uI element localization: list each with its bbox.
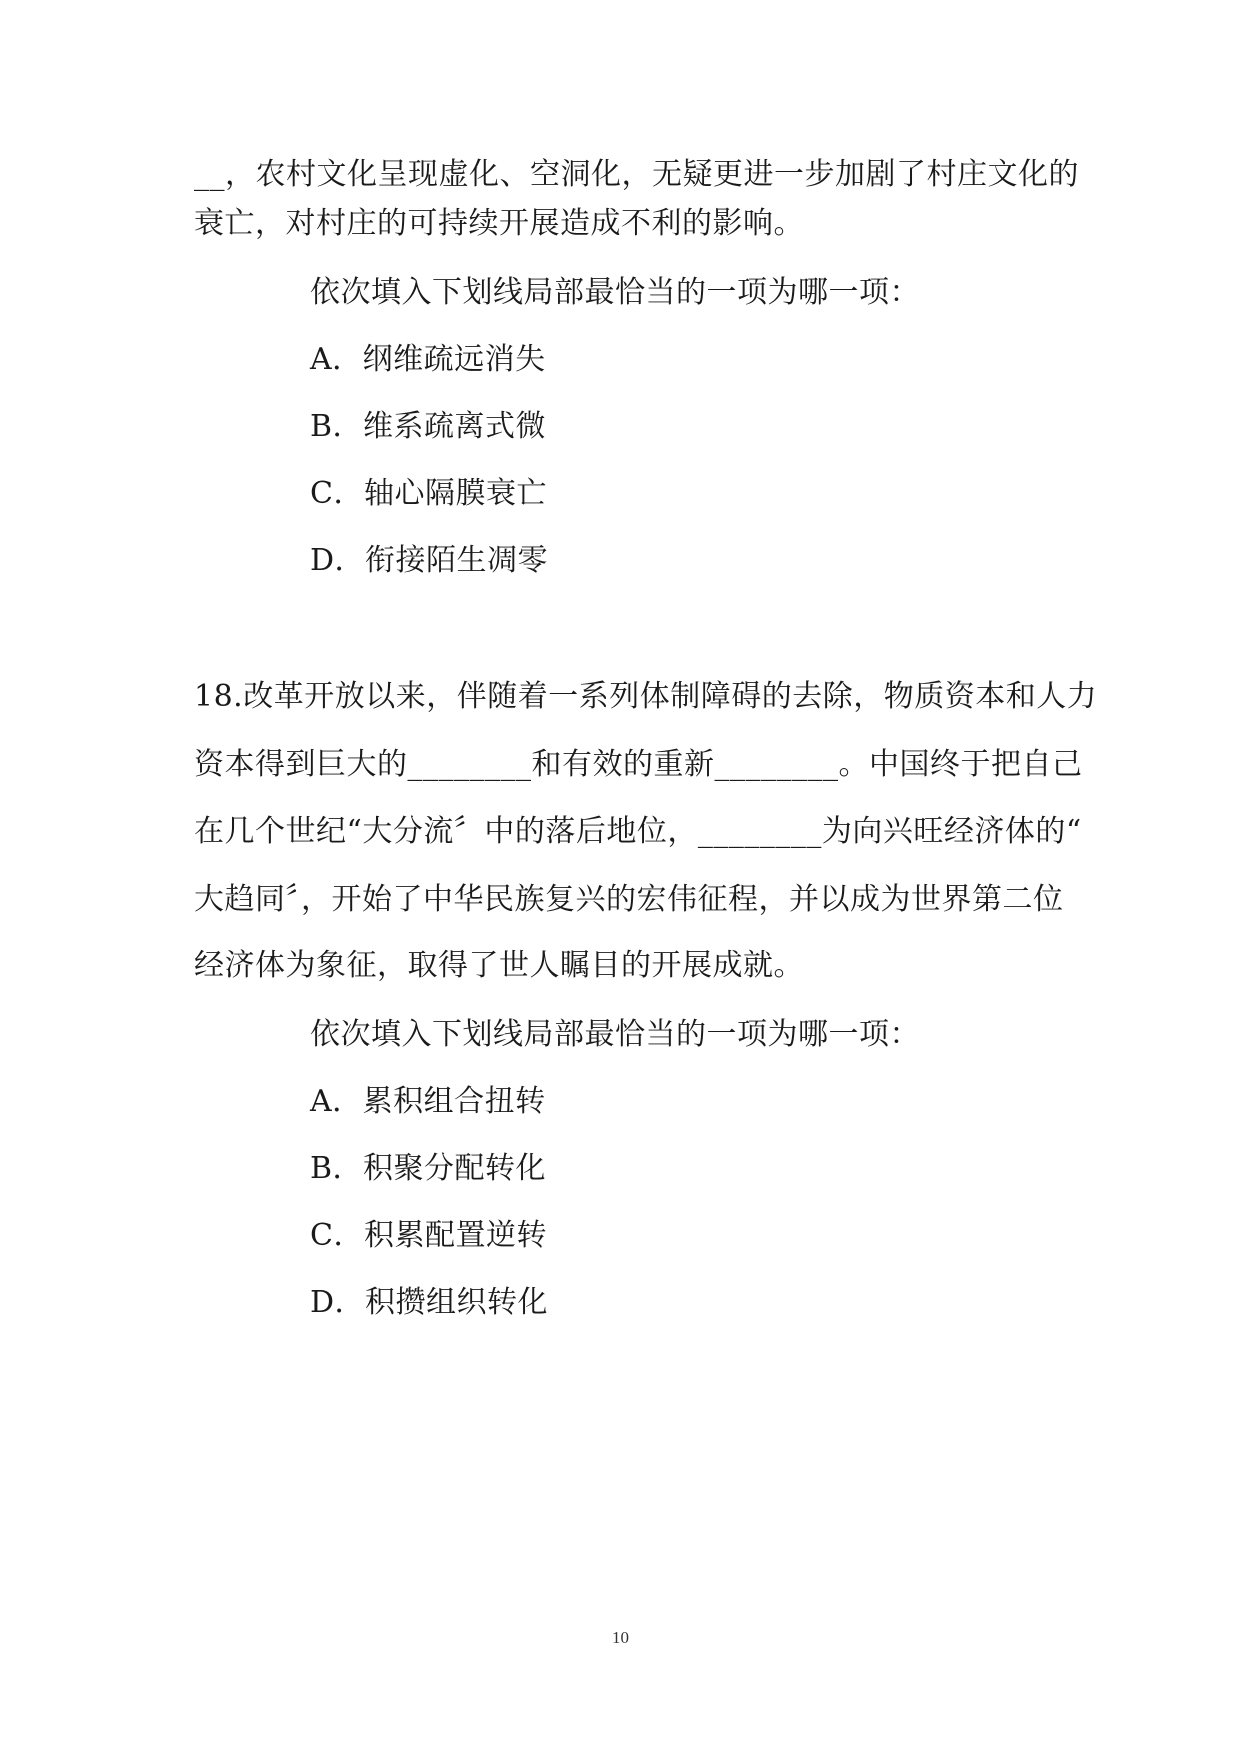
option-b: B．积聚分配转化 bbox=[310, 1151, 547, 1186]
option-a: A．纲维疏远消失 bbox=[310, 342, 546, 377]
question-prompt: 依次填入下划线局部最恰当的一项为哪一项： bbox=[310, 1017, 920, 1052]
paragraph-line: 经济体为象征，取得了世人瞩目的开展成就。 bbox=[194, 948, 804, 983]
option-c: C．积累配置逆转 bbox=[310, 1218, 547, 1253]
option-a: A．累积组合扭转 bbox=[310, 1084, 546, 1119]
paragraph-line: 在几个世纪“大分流〞中的落后地位，________为向兴旺经济体的“ bbox=[194, 814, 1082, 849]
paragraph-line: 大趋同〞，开始了中华民族复兴的宏伟征程，并以成为世界第二位 bbox=[194, 882, 1064, 917]
paragraph-line: 资本得到巨大的________和有效的重新________。中国终于把自己 bbox=[194, 747, 1083, 782]
option-d: D．积攒组织转化 bbox=[310, 1285, 549, 1320]
option-b: B．维系疏离式微 bbox=[310, 409, 547, 444]
option-c: C．轴心隔膜衰亡 bbox=[310, 476, 547, 511]
paragraph-line: __，农村文化呈现虚化、空洞化，无疑更进一步加剧了村庄文化的 bbox=[194, 157, 1079, 192]
question-prompt: 依次填入下划线局部最恰当的一项为哪一项： bbox=[310, 275, 920, 310]
paragraph-line: 18.改革开放以来，伴随着一系列体制障碍的去除，物质资本和人力 bbox=[194, 679, 1098, 714]
page-number: 10 bbox=[612, 1628, 629, 1647]
option-d: D．衔接陌生凋零 bbox=[310, 543, 549, 578]
paragraph-line: 衰亡，对村庄的可持续开展造成不利的影响。 bbox=[194, 206, 804, 241]
